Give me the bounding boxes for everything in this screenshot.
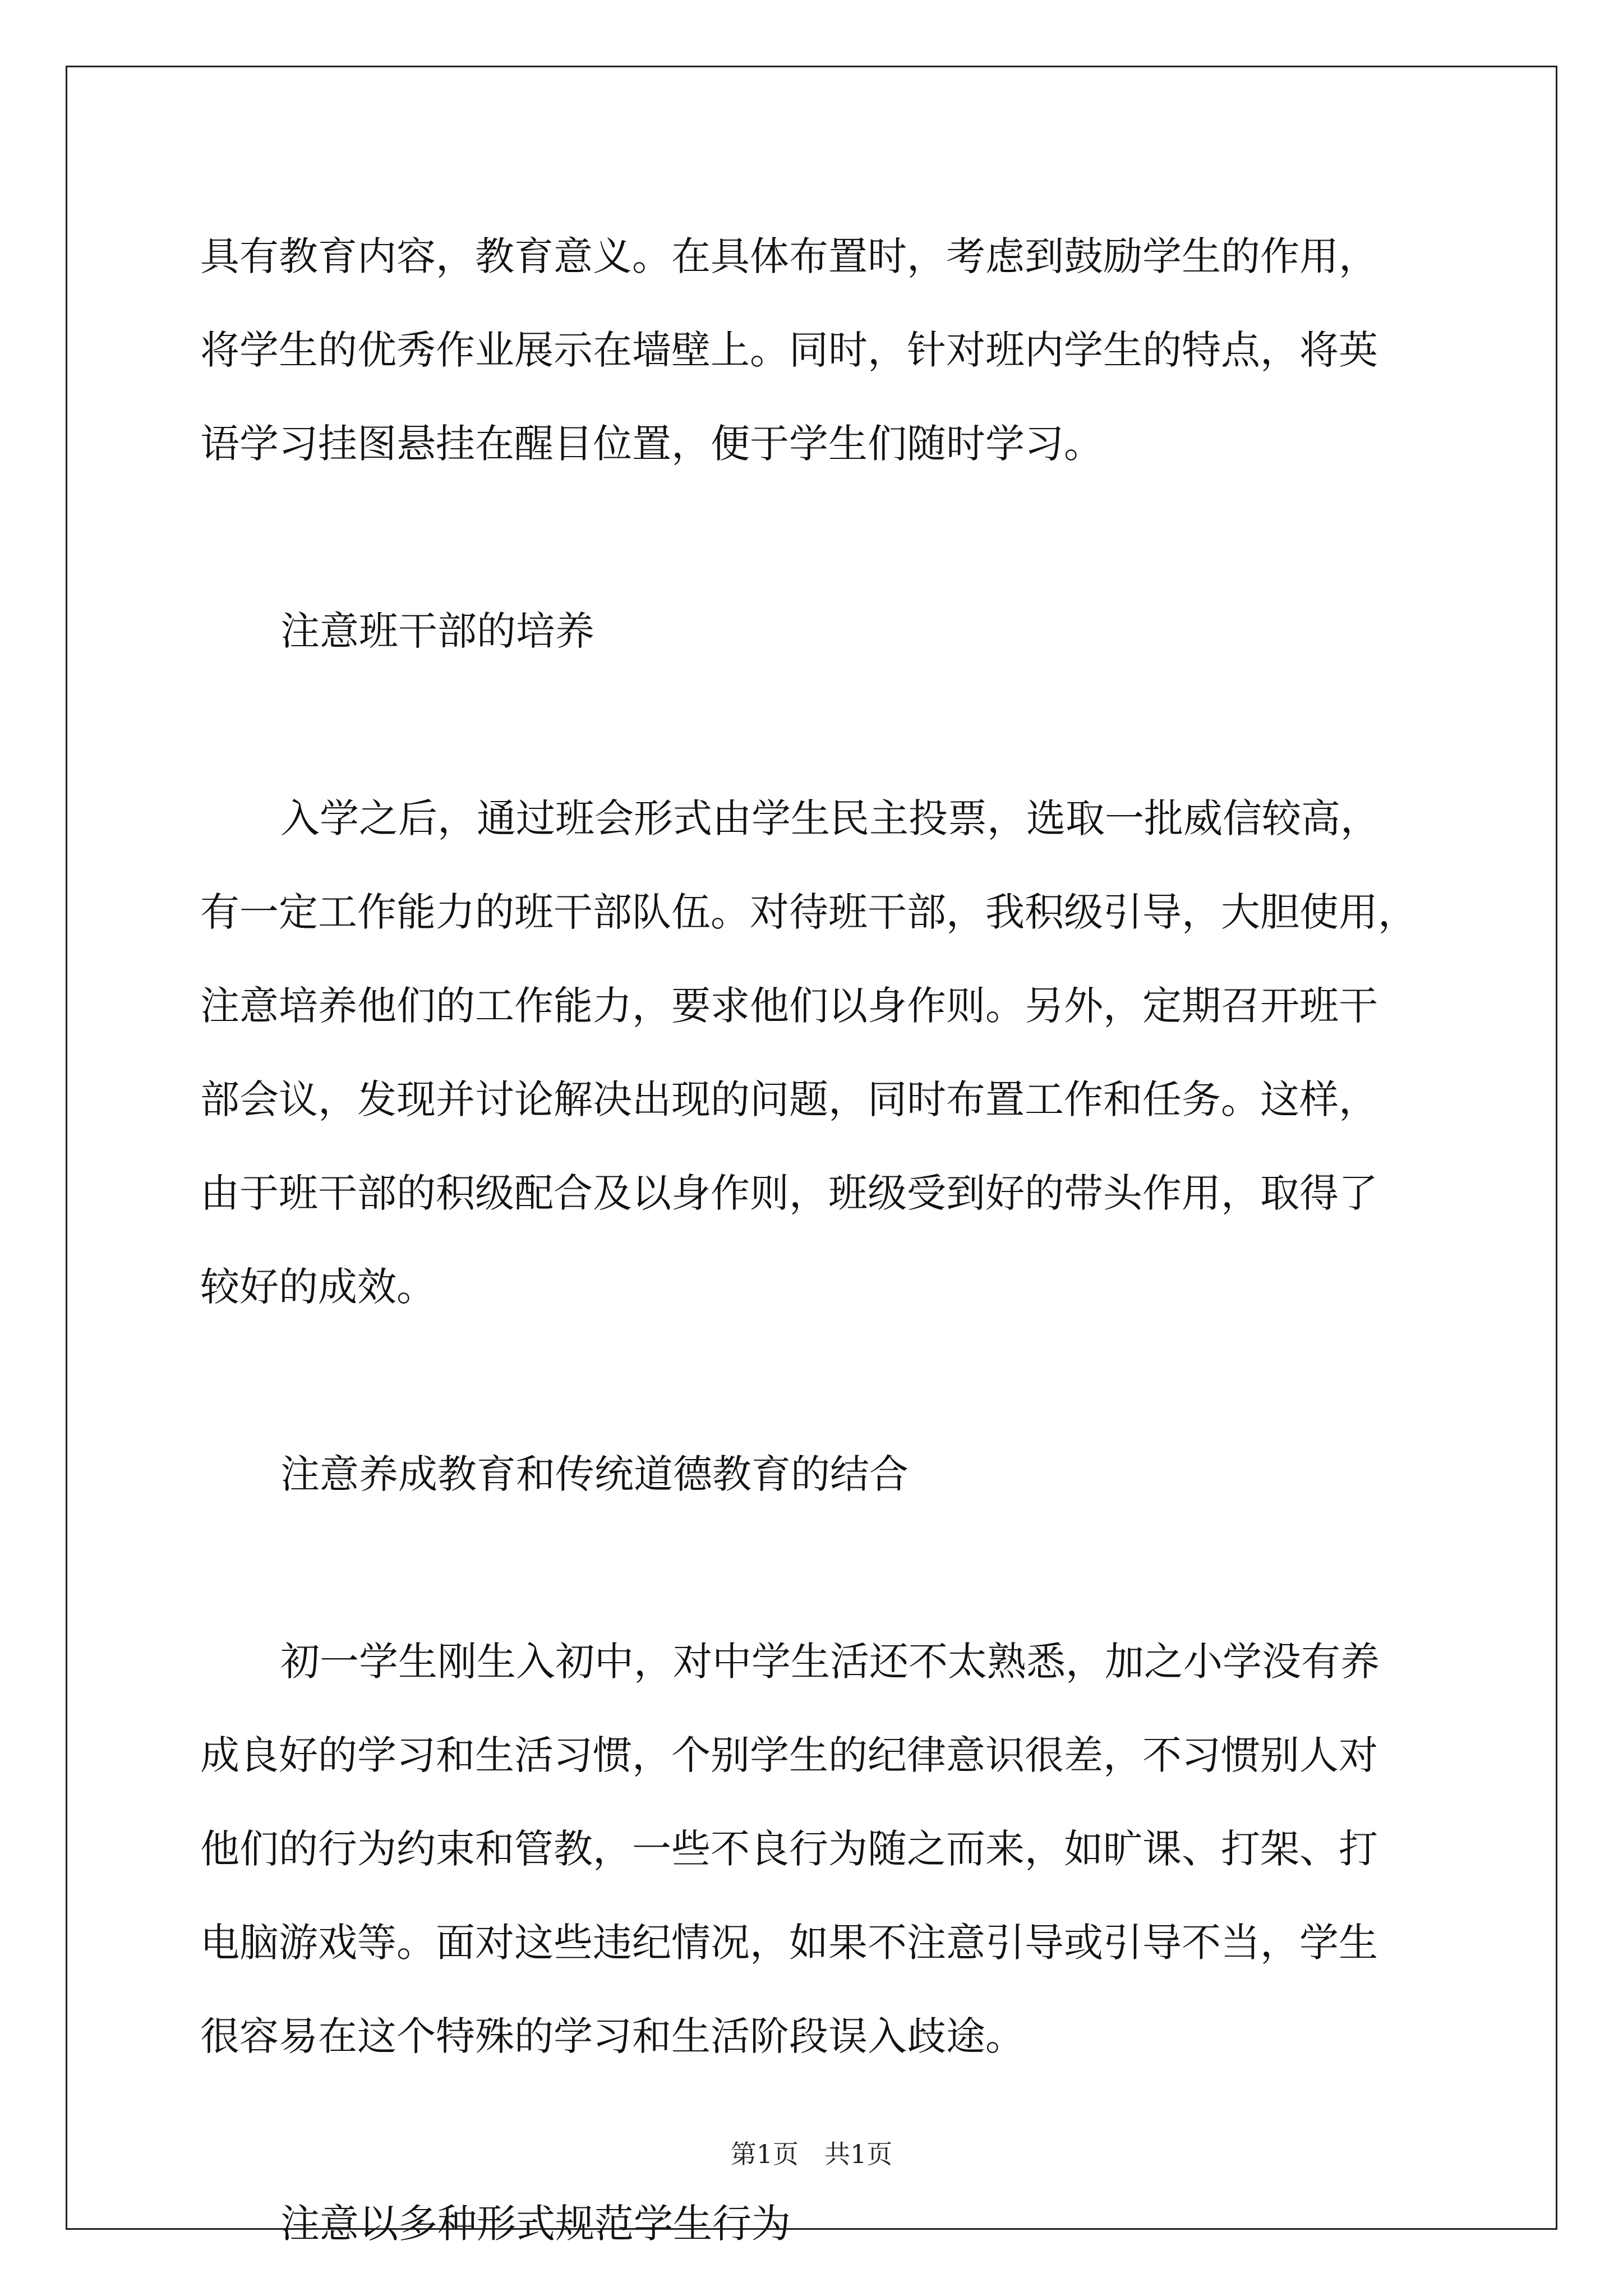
body-line: 很容易在这个特殊的学习和生活阶段误入歧途。 [200,2013,1025,2059]
body-line: 部会议，发现并讨论解决出现的问题，同时布置工作和任务。这样， [200,1076,1378,1122]
body-line: 较好的成效。 [200,1264,436,1310]
body-line: 将学生的优秀作业展示在墙壁上。同时，针对班内学生的特点，将英 [200,327,1378,373]
section-heading: 注意班干部的培养 [280,608,594,654]
body-line: 成良好的学习和生活习惯，个别学生的纪律意识很差，不习惯别人对 [200,1732,1378,1778]
paragraph-gap [200,1521,1434,1615]
body-line: 有一定工作能力的班干部队伍。对待班干部，我积级引导，大胆使用， [200,889,1417,935]
body-line: 语学习挂图悬挂在醒目位置，便于学生们随时学习。 [200,421,1103,467]
section-heading: 注意养成教育和传统道德教育的结合 [280,1451,909,1497]
paragraph-gap [200,678,1434,772]
body-line: 初一学生刚生入初中，对中学生活还不太熟悉，加之小学没有养 [280,1639,1380,1685]
body-line: 注意培养他们的工作能力，要求他们以身作则。另外，定期召开班干 [200,983,1378,1029]
paragraph-gap [200,1334,1434,1428]
body-line: 具有教育内容，教育意义。在具体布置时，考虑到鼓励学生的作用， [200,233,1378,279]
document-body [200,210,1434,2271]
body-line: 电脑游戏等。面对这些违纪情况，如果不注意引导或引导不当，学生 [200,1920,1378,1966]
body-line: 入学之后，通过班会形式由学生民主投票，选取一批威信较高， [280,795,1380,841]
body-line: 他们的行为约束和管教，一些不良行为随之而来，如旷课、打架、打 [200,1826,1378,1872]
section-heading: 注意以多种形式规范学生行为 [280,2201,791,2247]
body-line: 由于班干部的积级配合及以身作则，班级受到好的带头作用，取得了 [200,1170,1378,1216]
paragraph-gap [200,491,1434,585]
page-footer: 第1页 共1页 [730,2139,893,2169]
